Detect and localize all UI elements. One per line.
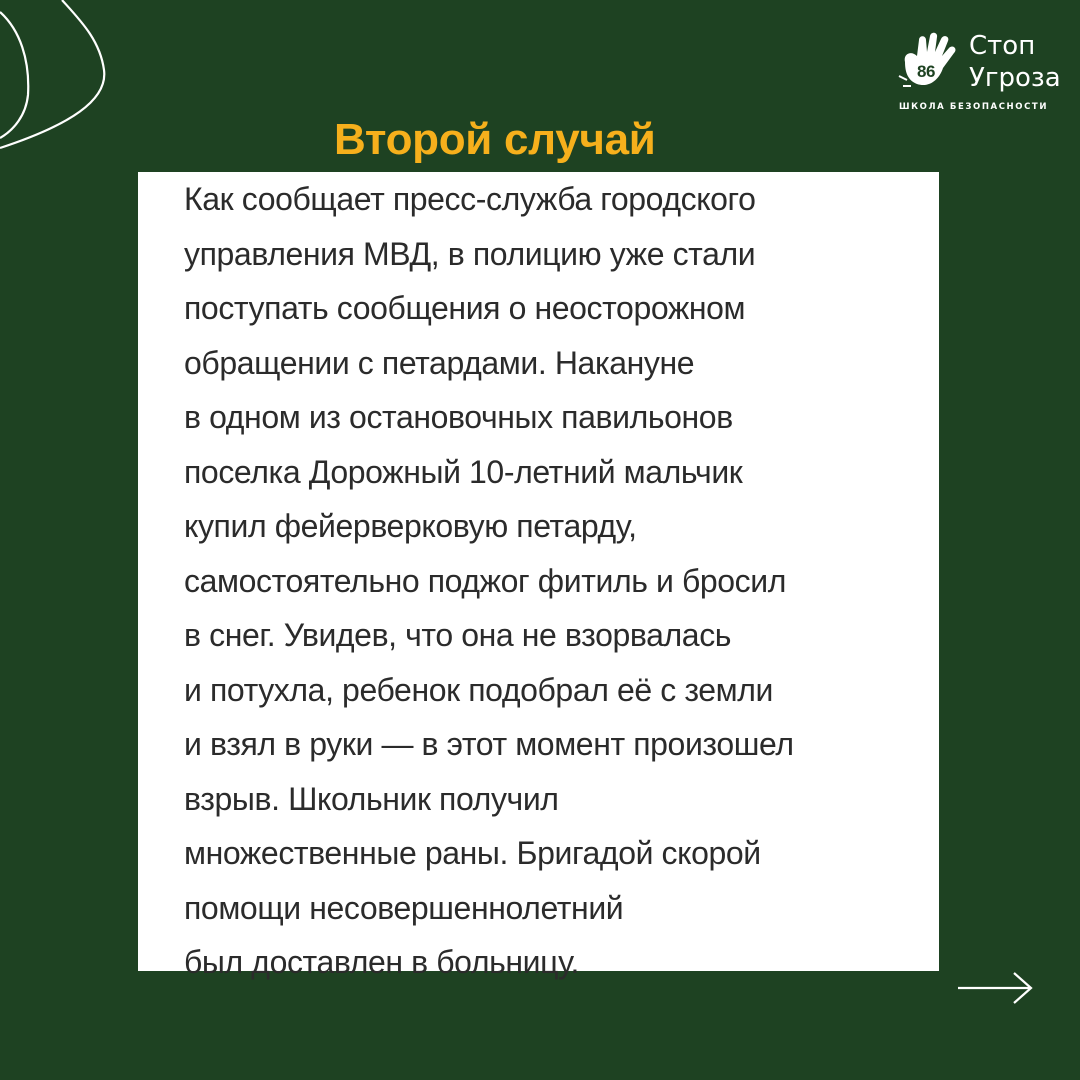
slide-title: Второй случай (334, 115, 656, 164)
body-line: в снег. Увидев, что она не взорвалась (184, 617, 732, 653)
text-card (138, 172, 939, 980)
arrow-right-icon[interactable] (956, 970, 1036, 1006)
body-line: поселка Дорожный 10-летний мальчик (184, 453, 743, 490)
body-line: и взял в руки — в этот момент произошел (184, 726, 794, 762)
body-line: и потухла, ребенок подобрал её с земли (184, 671, 774, 708)
body-text (184, 172, 924, 990)
body-line: самостоятельно поджог фитиль и бросил (184, 562, 787, 599)
body-line: купил фейерверковую петарду, (184, 508, 637, 544)
body-line: взрыв. Школьник получил (184, 780, 559, 817)
body-line: в одном из остановочных павильонов (184, 399, 733, 435)
body-line: поступать сообщения о неосторожном (184, 290, 746, 326)
logo-tagline: ШКОЛА БЕЗОПАСНОСТИ (899, 102, 1049, 112)
logo-text-stop: Стоп (969, 31, 1036, 61)
body-line: помощи несовершеннолетний (184, 889, 624, 926)
logo (893, 28, 1061, 118)
body-line: был доставлен в больницу. (184, 944, 579, 980)
body-line: Как сообщает пресс-служба городского (184, 181, 756, 217)
logo-number: 86 (917, 62, 935, 81)
logo-text-threat: Угроза (969, 63, 1061, 93)
decorative-curve (0, 0, 140, 160)
body-line: управления МВД, в полицию уже стали (184, 235, 756, 272)
body-line: множественные раны. Бригадой скорой (184, 835, 761, 871)
body-line: обращении с петардами. Накануне (184, 344, 695, 381)
